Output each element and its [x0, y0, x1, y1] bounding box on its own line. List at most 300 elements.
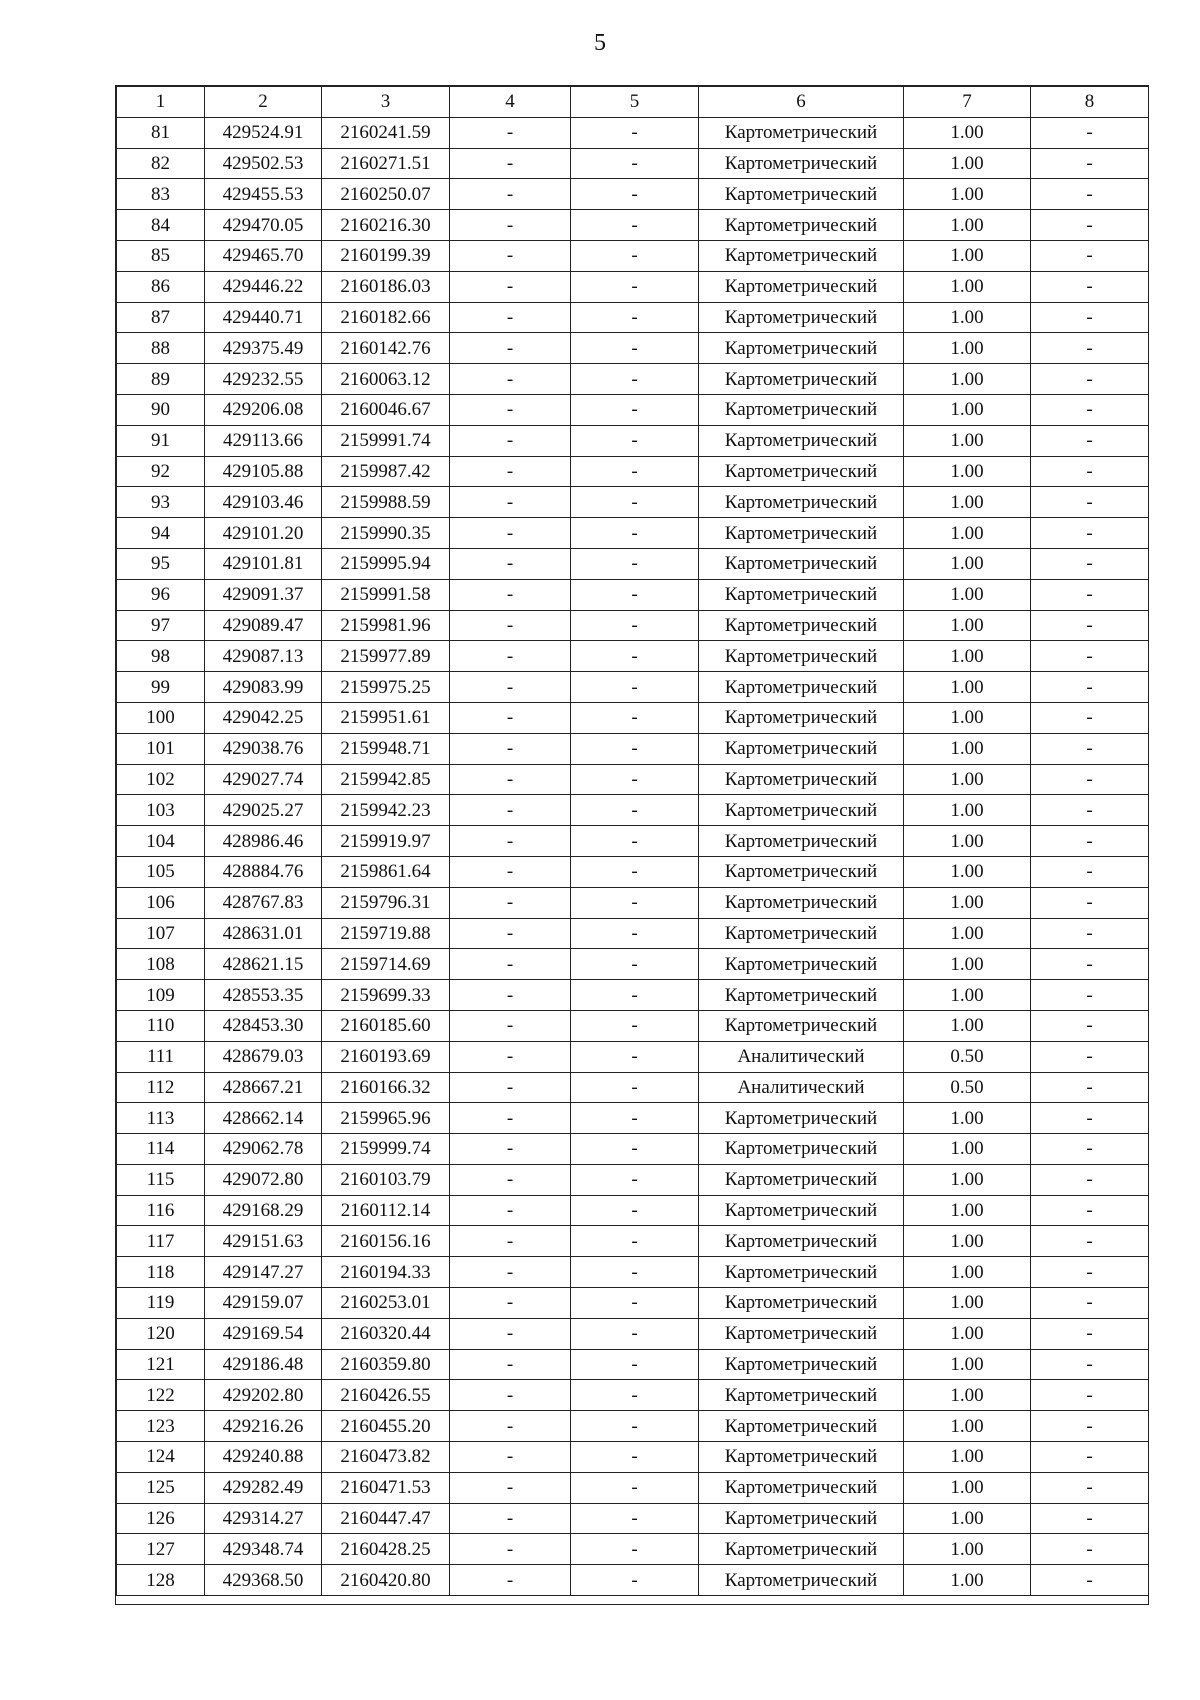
- table-row: [117, 240, 1149, 271]
- col4-cell: -: [450, 795, 571, 826]
- x-coordinate-cell: 428667.21: [205, 1072, 322, 1103]
- x-coordinate-cell: 428679.03: [205, 1041, 322, 1072]
- method-cell: Картометрический: [699, 271, 904, 302]
- col4-cell: -: [450, 210, 571, 241]
- accuracy-cell: 1.00: [904, 795, 1031, 826]
- method-cell: Картометрический: [699, 456, 904, 487]
- table-row: [117, 1472, 1149, 1503]
- method-cell: Картометрический: [699, 1380, 904, 1411]
- table-row: [117, 980, 1149, 1011]
- method-cell: Картометрический: [699, 672, 904, 703]
- y-coordinate-cell: 2160426.55: [322, 1380, 450, 1411]
- table-row: [117, 1134, 1149, 1165]
- col5-cell: -: [571, 610, 699, 641]
- table-row: [117, 1503, 1149, 1534]
- y-coordinate-cell: 2159699.33: [322, 980, 450, 1011]
- table-row: [117, 949, 1149, 980]
- point-number-cell: 103: [117, 795, 205, 826]
- col5-cell: -: [571, 1103, 699, 1134]
- col4-cell: -: [450, 1041, 571, 1072]
- point-number-cell: 123: [117, 1411, 205, 1442]
- point-number-cell: 86: [117, 271, 205, 302]
- method-cell: Картометрический: [699, 117, 904, 148]
- point-number-cell: 106: [117, 887, 205, 918]
- col8-cell: -: [1031, 887, 1149, 918]
- col8-cell: -: [1031, 856, 1149, 887]
- x-coordinate-cell: 429159.07: [205, 1288, 322, 1319]
- method-cell: Картометрический: [699, 1103, 904, 1134]
- col8-cell: -: [1031, 333, 1149, 364]
- col8-cell: -: [1031, 764, 1149, 795]
- col5-cell: -: [571, 1380, 699, 1411]
- x-coordinate-cell: 429062.78: [205, 1134, 322, 1165]
- col5-cell: -: [571, 425, 699, 456]
- table-row: [117, 764, 1149, 795]
- y-coordinate-cell: 2160156.16: [322, 1226, 450, 1257]
- table-header-row: [117, 87, 1149, 118]
- x-coordinate-cell: 429348.74: [205, 1534, 322, 1565]
- col8-cell: -: [1031, 148, 1149, 179]
- col5-cell: -: [571, 1041, 699, 1072]
- col5-cell: -: [571, 1318, 699, 1349]
- col4-cell: -: [450, 1288, 571, 1319]
- col5-cell: -: [571, 702, 699, 733]
- point-number-cell: 110: [117, 1010, 205, 1041]
- x-coordinate-cell: 429202.80: [205, 1380, 322, 1411]
- accuracy-cell: 1.00: [904, 518, 1031, 549]
- accuracy-cell: 1.00: [904, 672, 1031, 703]
- y-coordinate-cell: 2160182.66: [322, 302, 450, 333]
- method-cell: Картометрический: [699, 702, 904, 733]
- accuracy-cell: 1.00: [904, 764, 1031, 795]
- table-row: [117, 702, 1149, 733]
- accuracy-cell: 1.00: [904, 1195, 1031, 1226]
- y-coordinate-cell: 2159981.96: [322, 610, 450, 641]
- x-coordinate-cell: 428767.83: [205, 887, 322, 918]
- table-row: [117, 1349, 1149, 1380]
- point-number-cell: 107: [117, 918, 205, 949]
- accuracy-cell: 1.00: [904, 148, 1031, 179]
- y-coordinate-cell: 2159988.59: [322, 487, 450, 518]
- x-coordinate-cell: 428631.01: [205, 918, 322, 949]
- col5-cell: -: [571, 1072, 699, 1103]
- accuracy-cell: 1.00: [904, 1164, 1031, 1195]
- table-row: [117, 210, 1149, 241]
- accuracy-cell: 0.50: [904, 1041, 1031, 1072]
- table-row: [117, 364, 1149, 395]
- point-number-cell: 121: [117, 1349, 205, 1380]
- x-coordinate-cell: 429502.53: [205, 148, 322, 179]
- method-cell: Картометрический: [699, 1288, 904, 1319]
- method-cell: Картометрический: [699, 548, 904, 579]
- accuracy-cell: 1.00: [904, 1134, 1031, 1165]
- y-coordinate-cell: 2160193.69: [322, 1041, 450, 1072]
- y-coordinate-cell: 2159942.85: [322, 764, 450, 795]
- method-cell: Картометрический: [699, 764, 904, 795]
- col4-cell: -: [450, 240, 571, 271]
- y-coordinate-cell: 2159965.96: [322, 1103, 450, 1134]
- method-cell: Картометрический: [699, 856, 904, 887]
- method-cell: Картометрический: [699, 1565, 904, 1596]
- accuracy-cell: 1.00: [904, 1442, 1031, 1473]
- col8-cell: -: [1031, 1257, 1149, 1288]
- method-cell: Картометрический: [699, 1318, 904, 1349]
- x-coordinate-cell: 429101.20: [205, 518, 322, 549]
- col5-cell: -: [571, 672, 699, 703]
- accuracy-cell: 1.00: [904, 1411, 1031, 1442]
- col5-cell: -: [571, 1257, 699, 1288]
- x-coordinate-cell: 429151.63: [205, 1226, 322, 1257]
- table-row: [117, 179, 1149, 210]
- y-coordinate-cell: 2160253.01: [322, 1288, 450, 1319]
- y-coordinate-cell: 2159991.58: [322, 579, 450, 610]
- accuracy-cell: 1.00: [904, 949, 1031, 980]
- y-coordinate-cell: 2160471.53: [322, 1472, 450, 1503]
- table-row: [117, 302, 1149, 333]
- point-number-cell: 104: [117, 826, 205, 857]
- point-number-cell: 92: [117, 456, 205, 487]
- col4-cell: -: [450, 333, 571, 364]
- col4-cell: -: [450, 1134, 571, 1165]
- col8-cell: -: [1031, 1503, 1149, 1534]
- y-coordinate-cell: 2160112.14: [322, 1195, 450, 1226]
- column-header: 5: [571, 87, 699, 118]
- col5-cell: -: [571, 1195, 699, 1226]
- accuracy-cell: 1.00: [904, 887, 1031, 918]
- method-cell: Картометрический: [699, 394, 904, 425]
- accuracy-cell: 1.00: [904, 1503, 1031, 1534]
- y-coordinate-cell: 2159714.69: [322, 949, 450, 980]
- table-row: [117, 1288, 1149, 1319]
- accuracy-cell: 1.00: [904, 1349, 1031, 1380]
- x-coordinate-cell: 429072.80: [205, 1164, 322, 1195]
- accuracy-cell: 1.00: [904, 856, 1031, 887]
- y-coordinate-cell: 2160186.03: [322, 271, 450, 302]
- point-number-cell: 126: [117, 1503, 205, 1534]
- table-row: [117, 1103, 1149, 1134]
- col4-cell: -: [450, 1534, 571, 1565]
- table-row: [117, 641, 1149, 672]
- col8-cell: -: [1031, 980, 1149, 1011]
- col8-cell: -: [1031, 1288, 1149, 1319]
- x-coordinate-cell: 429314.27: [205, 1503, 322, 1534]
- point-number-cell: 89: [117, 364, 205, 395]
- table-row: [117, 733, 1149, 764]
- x-coordinate-cell: 429113.66: [205, 425, 322, 456]
- col8-cell: -: [1031, 240, 1149, 271]
- x-coordinate-cell: 429455.53: [205, 179, 322, 210]
- col8-cell: -: [1031, 641, 1149, 672]
- point-number-cell: 114: [117, 1134, 205, 1165]
- col5-cell: -: [571, 179, 699, 210]
- point-number-cell: 111: [117, 1041, 205, 1072]
- method-cell: Картометрический: [699, 1472, 904, 1503]
- point-number-cell: 115: [117, 1164, 205, 1195]
- col8-cell: -: [1031, 949, 1149, 980]
- x-coordinate-cell: 428553.35: [205, 980, 322, 1011]
- y-coordinate-cell: 2160428.25: [322, 1534, 450, 1565]
- column-header: 3: [322, 87, 450, 118]
- y-coordinate-cell: 2159942.23: [322, 795, 450, 826]
- x-coordinate-cell: 429101.81: [205, 548, 322, 579]
- accuracy-cell: 1.00: [904, 117, 1031, 148]
- table-row: [117, 887, 1149, 918]
- accuracy-cell: 1.00: [904, 271, 1031, 302]
- y-coordinate-cell: 2159995.94: [322, 548, 450, 579]
- accuracy-cell: 1.00: [904, 1318, 1031, 1349]
- x-coordinate-cell: 429027.74: [205, 764, 322, 795]
- accuracy-cell: 1.00: [904, 333, 1031, 364]
- y-coordinate-cell: 2160199.39: [322, 240, 450, 271]
- y-coordinate-cell: 2160166.32: [322, 1072, 450, 1103]
- table-row: [117, 579, 1149, 610]
- col8-cell: -: [1031, 1103, 1149, 1134]
- table-row: [117, 117, 1149, 148]
- col5-cell: -: [571, 856, 699, 887]
- x-coordinate-cell: 428621.15: [205, 949, 322, 980]
- col5-cell: -: [571, 918, 699, 949]
- table-row: [117, 672, 1149, 703]
- point-number-cell: 105: [117, 856, 205, 887]
- method-cell: Картометрический: [699, 1257, 904, 1288]
- y-coordinate-cell: 2159796.31: [322, 887, 450, 918]
- method-cell: Картометрический: [699, 1442, 904, 1473]
- point-number-cell: 125: [117, 1472, 205, 1503]
- point-number-cell: 84: [117, 210, 205, 241]
- col8-cell: -: [1031, 210, 1149, 241]
- col8-cell: -: [1031, 610, 1149, 641]
- x-coordinate-cell: 429105.88: [205, 456, 322, 487]
- column-header: 7: [904, 87, 1031, 118]
- point-number-cell: 95: [117, 548, 205, 579]
- x-coordinate-cell: 429025.27: [205, 795, 322, 826]
- col4-cell: -: [450, 1411, 571, 1442]
- col4-cell: -: [450, 887, 571, 918]
- col4-cell: -: [450, 548, 571, 579]
- x-coordinate-cell: 428453.30: [205, 1010, 322, 1041]
- method-cell: Картометрический: [699, 425, 904, 456]
- x-coordinate-cell: 429216.26: [205, 1411, 322, 1442]
- col5-cell: -: [571, 210, 699, 241]
- accuracy-cell: 1.00: [904, 1534, 1031, 1565]
- point-number-cell: 90: [117, 394, 205, 425]
- x-coordinate-cell: 429368.50: [205, 1565, 322, 1596]
- col8-cell: -: [1031, 1472, 1149, 1503]
- table-row: [117, 1226, 1149, 1257]
- point-number-cell: 117: [117, 1226, 205, 1257]
- col8-cell: -: [1031, 548, 1149, 579]
- table-body: [117, 117, 1149, 1595]
- method-cell: Картометрический: [699, 333, 904, 364]
- method-cell: Картометрический: [699, 1411, 904, 1442]
- col5-cell: -: [571, 548, 699, 579]
- col5-cell: -: [571, 271, 699, 302]
- col5-cell: -: [571, 394, 699, 425]
- col4-cell: -: [450, 949, 571, 980]
- x-coordinate-cell: 429465.70: [205, 240, 322, 271]
- col8-cell: -: [1031, 702, 1149, 733]
- col4-cell: -: [450, 1072, 571, 1103]
- method-cell: Картометрический: [699, 826, 904, 857]
- col4-cell: -: [450, 610, 571, 641]
- point-number-cell: 100: [117, 702, 205, 733]
- table-row: [117, 826, 1149, 857]
- col4-cell: -: [450, 518, 571, 549]
- y-coordinate-cell: 2159991.74: [322, 425, 450, 456]
- method-cell: Картометрический: [699, 1534, 904, 1565]
- accuracy-cell: 0.50: [904, 1072, 1031, 1103]
- col8-cell: -: [1031, 518, 1149, 549]
- point-number-cell: 93: [117, 487, 205, 518]
- x-coordinate-cell: 429232.55: [205, 364, 322, 395]
- accuracy-cell: 1.00: [904, 1380, 1031, 1411]
- accuracy-cell: 1.00: [904, 302, 1031, 333]
- col5-cell: -: [571, 1288, 699, 1319]
- col4-cell: -: [450, 1503, 571, 1534]
- point-number-cell: 102: [117, 764, 205, 795]
- col5-cell: -: [571, 641, 699, 672]
- col4-cell: -: [450, 1103, 571, 1134]
- col4-cell: -: [450, 1442, 571, 1473]
- accuracy-cell: 1.00: [904, 1565, 1031, 1596]
- method-cell: Картометрический: [699, 949, 904, 980]
- y-coordinate-cell: 2159948.71: [322, 733, 450, 764]
- method-cell: Картометрический: [699, 641, 904, 672]
- col5-cell: -: [571, 364, 699, 395]
- coordinates-table: [116, 86, 1149, 1596]
- accuracy-cell: 1.00: [904, 1472, 1031, 1503]
- col4-cell: -: [450, 980, 571, 1011]
- point-number-cell: 83: [117, 179, 205, 210]
- accuracy-cell: 1.00: [904, 641, 1031, 672]
- accuracy-cell: 1.00: [904, 980, 1031, 1011]
- col5-cell: -: [571, 980, 699, 1011]
- method-cell: Картометрический: [699, 210, 904, 241]
- col8-cell: -: [1031, 1442, 1149, 1473]
- point-number-cell: 108: [117, 949, 205, 980]
- col8-cell: -: [1031, 425, 1149, 456]
- method-cell: Картометрический: [699, 179, 904, 210]
- col4-cell: -: [450, 918, 571, 949]
- col5-cell: -: [571, 1534, 699, 1565]
- method-cell: Картометрический: [699, 1226, 904, 1257]
- method-cell: Картометрический: [699, 364, 904, 395]
- col5-cell: -: [571, 1349, 699, 1380]
- col8-cell: -: [1031, 1565, 1149, 1596]
- table-row: [117, 1195, 1149, 1226]
- y-coordinate-cell: 2159951.61: [322, 702, 450, 733]
- col8-cell: -: [1031, 179, 1149, 210]
- x-coordinate-cell: 429375.49: [205, 333, 322, 364]
- table-row: [117, 918, 1149, 949]
- method-cell: Картометрический: [699, 980, 904, 1011]
- col5-cell: -: [571, 1565, 699, 1596]
- accuracy-cell: 1.00: [904, 826, 1031, 857]
- col5-cell: -: [571, 1164, 699, 1195]
- accuracy-cell: 1.00: [904, 1257, 1031, 1288]
- accuracy-cell: 1.00: [904, 579, 1031, 610]
- col4-cell: -: [450, 856, 571, 887]
- point-number-cell: 99: [117, 672, 205, 703]
- col5-cell: -: [571, 887, 699, 918]
- y-coordinate-cell: 2160320.44: [322, 1318, 450, 1349]
- column-header: 1: [117, 87, 205, 118]
- y-coordinate-cell: 2159999.74: [322, 1134, 450, 1165]
- col8-cell: -: [1031, 733, 1149, 764]
- point-number-cell: 118: [117, 1257, 205, 1288]
- col5-cell: -: [571, 487, 699, 518]
- table-row: [117, 1072, 1149, 1103]
- col5-cell: -: [571, 148, 699, 179]
- y-coordinate-cell: 2160241.59: [322, 117, 450, 148]
- point-number-cell: 101: [117, 733, 205, 764]
- y-coordinate-cell: 2160063.12: [322, 364, 450, 395]
- col8-cell: -: [1031, 1041, 1149, 1072]
- point-number-cell: 122: [117, 1380, 205, 1411]
- col5-cell: -: [571, 1134, 699, 1165]
- col4-cell: -: [450, 425, 571, 456]
- table-row: [117, 795, 1149, 826]
- col8-cell: -: [1031, 1072, 1149, 1103]
- x-coordinate-cell: 429042.25: [205, 702, 322, 733]
- col4-cell: -: [450, 733, 571, 764]
- col5-cell: -: [571, 302, 699, 333]
- table-row: [117, 487, 1149, 518]
- col5-cell: -: [571, 1226, 699, 1257]
- col5-cell: -: [571, 764, 699, 795]
- x-coordinate-cell: 429240.88: [205, 1442, 322, 1473]
- x-coordinate-cell: 429470.05: [205, 210, 322, 241]
- point-number-cell: 87: [117, 302, 205, 333]
- table-row: [117, 548, 1149, 579]
- point-number-cell: 113: [117, 1103, 205, 1134]
- col4-cell: -: [450, 456, 571, 487]
- y-coordinate-cell: 2159977.89: [322, 641, 450, 672]
- y-coordinate-cell: 2160046.67: [322, 394, 450, 425]
- x-coordinate-cell: 429103.46: [205, 487, 322, 518]
- x-coordinate-cell: 428986.46: [205, 826, 322, 857]
- col4-cell: -: [450, 1257, 571, 1288]
- col4-cell: -: [450, 179, 571, 210]
- point-number-cell: 128: [117, 1565, 205, 1596]
- point-number-cell: 109: [117, 980, 205, 1011]
- table-row: [117, 1411, 1149, 1442]
- point-number-cell: 124: [117, 1442, 205, 1473]
- col8-cell: -: [1031, 1380, 1149, 1411]
- col8-cell: -: [1031, 826, 1149, 857]
- col5-cell: -: [571, 333, 699, 364]
- method-cell: Аналитический: [699, 1041, 904, 1072]
- table-row: [117, 1041, 1149, 1072]
- point-number-cell: 81: [117, 117, 205, 148]
- point-number-cell: 127: [117, 1534, 205, 1565]
- table-row: [117, 148, 1149, 179]
- method-cell: Картометрический: [699, 1010, 904, 1041]
- col4-cell: -: [450, 364, 571, 395]
- x-coordinate-cell: 429038.76: [205, 733, 322, 764]
- y-coordinate-cell: 2159719.88: [322, 918, 450, 949]
- table-row: [117, 518, 1149, 549]
- y-coordinate-cell: 2160250.07: [322, 179, 450, 210]
- x-coordinate-cell: 428884.76: [205, 856, 322, 887]
- point-number-cell: 88: [117, 333, 205, 364]
- col8-cell: -: [1031, 1195, 1149, 1226]
- col8-cell: -: [1031, 364, 1149, 395]
- y-coordinate-cell: 2159861.64: [322, 856, 450, 887]
- x-coordinate-cell: 429524.91: [205, 117, 322, 148]
- method-cell: Картометрический: [699, 487, 904, 518]
- accuracy-cell: 1.00: [904, 394, 1031, 425]
